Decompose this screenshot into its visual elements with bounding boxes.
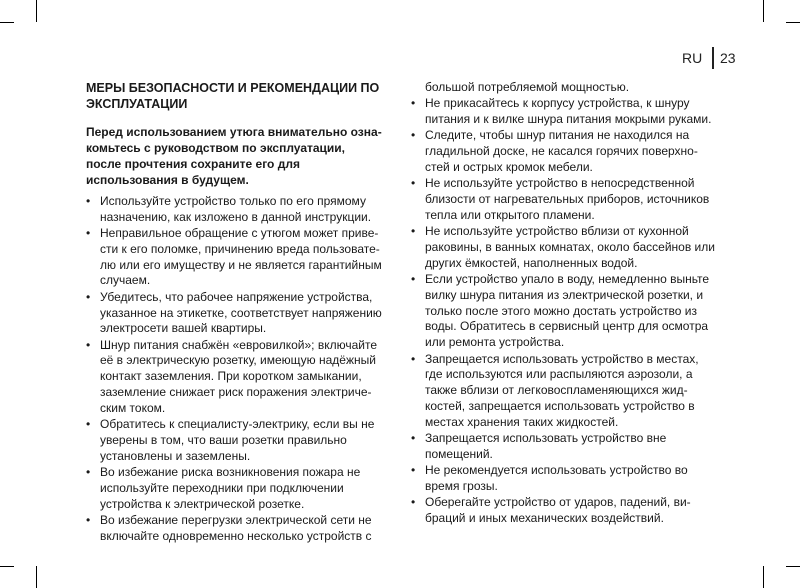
list-item-text: Если устройство упало в воду, немедленно выньте вилку шнура питания из электрической розетки, и только после этого можно достать устройство из воды. Обратитесь в сервисный центр для осмотра или ремонта устройства. [425, 272, 710, 350]
bullet: • [411, 224, 416, 239]
crop-mark-bottom-right-h [786, 566, 800, 567]
crop-mark-top-right [763, 0, 764, 22]
bullet: • [411, 463, 416, 478]
list-item-text: Обратитесь к специалисту-электрику, если вы не уверены в том, что ваши розетки правильно установлены и заземлены. [100, 417, 375, 463]
list-item [411, 463, 717, 495]
bullet: • [86, 194, 91, 208]
bullet: • [86, 465, 91, 480]
bullet: • [86, 226, 91, 241]
crop-mark-top-right-h [786, 22, 800, 23]
bullet: • [411, 351, 416, 366]
list-item [86, 194, 382, 226]
list-item [411, 176, 717, 223]
list-item [411, 224, 717, 271]
right-bullet-list [411, 96, 717, 527]
bullet: • [411, 272, 416, 287]
list-item-text: Во избежание риска возникновения пожара не используйте переходники при подключении устройства к электрической розетке. [100, 465, 361, 511]
page-number: 23 [720, 50, 736, 66]
section-title: МЕРЫ БЕЗОПАСНОСТИ И РЕКОМЕНДАЦИИ ПО ЭКСПЛУАТАЦИИ [86, 81, 380, 111]
crop-mark-top-left-h [0, 22, 14, 23]
list-item [411, 96, 717, 128]
list-item-text: Убедитесь, что рабочее напряжение устройства, указанное на этикетке, соответствует напряжению электросети вашей квартиры. [100, 289, 382, 336]
bullet: • [86, 512, 91, 527]
list-item-text: Используйте устройство только по его прямому назначению, как изложено в данной инструкции. [100, 194, 372, 224]
bullet: • [86, 417, 91, 432]
list-item [411, 431, 717, 463]
list-item [86, 417, 382, 464]
bullet: • [411, 495, 416, 510]
list-item-text: Не используйте устройство в непосредственной близости от нагревательных приборов, источников тепла или открытого пламени. [425, 176, 710, 222]
crop-mark-bottom-left-h [0, 566, 14, 567]
list-item [86, 513, 382, 545]
list-item [411, 272, 717, 351]
bullet: • [411, 431, 416, 446]
bullet: • [411, 96, 416, 111]
bullet: • [411, 128, 416, 143]
list-item-text: Запрещается использовать устройство в местах, где используются или распыляются аэрозоли, а также вблизи от легковоспламеняющихся жид-костей, запрещается использовать устройство в местах хранения таких жидкостей. [425, 351, 699, 429]
list-item-text: Не используйте устройство вблизи от кухонной раковины, в ванных комнатах, около бассейнов или других ёмкостей, наполненных водой. [425, 224, 715, 270]
list-item-text: Запрещается использовать устройство вне помещений. [425, 431, 667, 461]
list-item-text: Во избежание перегрузки электрической сети не включайте одновременно несколько устройств с [100, 512, 372, 543]
list-item-text: Неправильное обращение с утюгом может приве-сти к его поломке, причинению вреда пользовате-лю или его имуществу и не является гарантийным случаем. [100, 226, 382, 288]
left-column [86, 80, 382, 545]
header-divider [712, 47, 714, 69]
list-item-text: Оберегайте устройство от ударов, падений, ви-браций и иных механических воздействий. [425, 495, 691, 526]
list-item [86, 290, 382, 337]
list-item-text: Не прикасайтесь к корпусу устройства, к шнуру питания и к вилке шнура питания мокрыми руками. [425, 96, 712, 127]
list-item [86, 465, 382, 512]
bullet: • [86, 289, 91, 304]
bullet: • [86, 337, 91, 352]
list-item [86, 226, 382, 289]
list-item-continuation: большой потребляемой мощностью. [425, 80, 630, 94]
list-item [86, 338, 382, 417]
list-item-text: Шнур питания снабжён «евровилкой»; включайте её в электрическую розетку, имеющую надёжный контакт заземления. При коротком замыкании, заземление снижает риск поражения электриче-ским током. [100, 337, 378, 415]
list-item [411, 495, 717, 527]
list-item [411, 352, 717, 431]
crop-mark-bottom-left [36, 566, 37, 588]
right-column [411, 80, 717, 527]
crop-mark-bottom-right [763, 566, 764, 588]
language-label: RU [682, 50, 703, 66]
bullet: • [411, 176, 416, 191]
list-item [411, 128, 717, 175]
crop-mark-top-left [36, 0, 37, 22]
list-item-text: Следите, чтобы шнур питания не находился на гладильной доске, не касался горячих поверхно-стей и острых кромок мебели. [425, 128, 698, 174]
left-bullet-list [86, 194, 382, 545]
intro-paragraph: Перед использованием утюга внимательно озна-комьтесь с руководством по эксплуатации, после прочтения сохраните его для использования в будущем. [86, 125, 382, 187]
list-item-text: Не рекомендуется использовать устройство во время грозы. [425, 463, 688, 493]
